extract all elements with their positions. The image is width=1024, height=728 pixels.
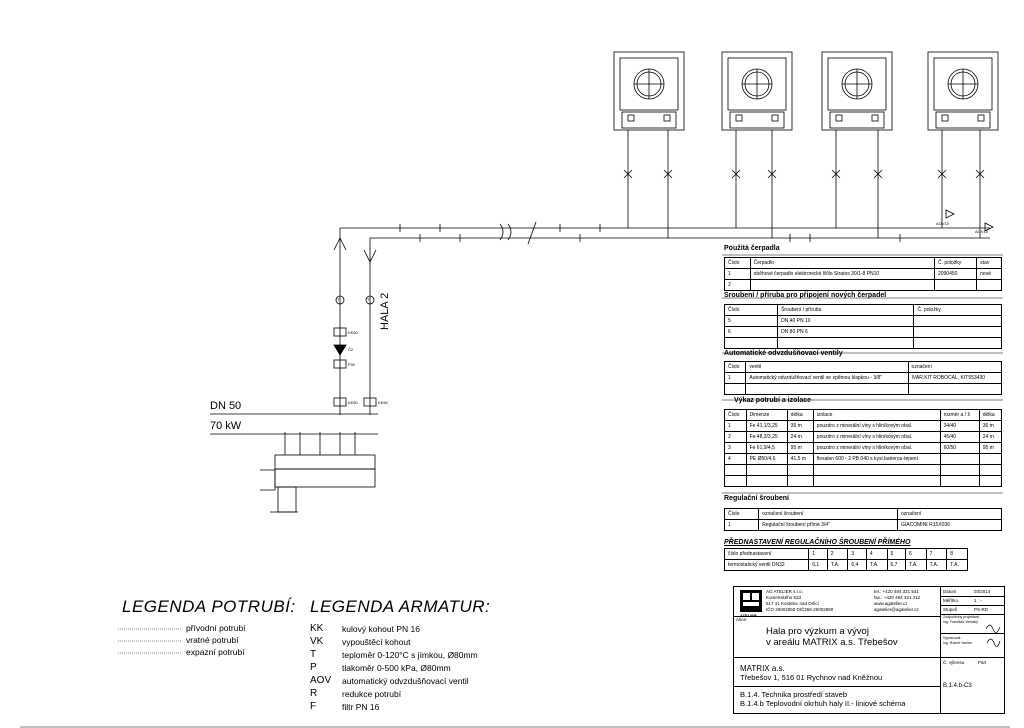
aov-label: AOV15: [936, 221, 949, 226]
company-logo: [740, 590, 762, 612]
legend-fittings-title: LEGENDA ARMATUR:: [310, 597, 491, 616]
company-line: 517 41 Kostelec nad Orlicí: [766, 601, 819, 606]
branch-label: KK50: [348, 330, 358, 335]
part-label: Part: [978, 660, 987, 665]
flange-section-title: Šroubení / příruba pro připojení nových čerpadel: [724, 292, 887, 299]
legend-code: P: [310, 662, 317, 673]
preset-title: PŘEDNASTAVENÍ REGULAČNÍHO ŠROUBENÍ PŘÍMÉHO: [724, 539, 911, 546]
branch-label: KK50: [378, 400, 388, 405]
legend-code: T: [310, 649, 317, 660]
company-line: Komenského 533: [766, 595, 802, 600]
hall-label: HALA 2: [379, 292, 391, 330]
legend-desc: automatický odvzdušňovací ventil: [342, 676, 469, 686]
meta-value: 03/2014: [974, 589, 991, 594]
legend-desc: filtr PN 16: [342, 702, 380, 712]
meta-label: Měřítko: [943, 598, 959, 603]
contact-line: fax.: +420 494 321 412: [874, 595, 921, 600]
legend-code: AOV: [310, 675, 332, 686]
fan-coil-unit: [928, 52, 998, 130]
contact-line: www.agatelier.cz: [874, 601, 908, 606]
pipes-table: Číslo Dimenze délka izolace rozměr a / š délka 1 Fe 41,1/3,25 36 m pouzdro z minerální vlny s hliníkovým obal. 34/40 36 m 2 Fe 48,3/3,25 24 m pouzdro z minerální vlny s hliníkovým obal. 45/40 24 m 3 Fe 61,9/4,5 95 m pouzdro z minerální vlny s hliníkovým obal. 60/50 95 m 4 PE Ø50/4,6 41,5 m flexalen 600 - 2 PB 040 s kysl.barierou-tepení: [724, 409, 1002, 487]
pump-table: Číslo Čerpadlo Č. položky stav 1 oběhové čerpadlo elektronické Wilo Stratos 30/1-8 PN10 2090450 nové 2: [724, 257, 1002, 291]
preset-table: číslo přednastavení 1 2 3 4 5 6 7 8 termostatický ventil DN32 6,1 T.A. 6,4 T.A. 6,7 T.A. T.A. T.A.: [724, 548, 968, 571]
drawing-title: B.1.4.b Teplovodní okrhuh haly II.- liniové schéma: [740, 699, 906, 708]
legend-pipe-item: vratné potrubí: [186, 635, 239, 645]
logo-text: ATELIER: [740, 613, 757, 618]
legend-code: R: [310, 688, 318, 699]
investor-address: Třebešov 1, 516 01 Rychnov nad Kněžnou: [740, 673, 883, 682]
sheet-number: B.1.4.b-C3: [943, 683, 972, 689]
branch-label: KK50: [348, 400, 358, 405]
drawing-section: B.1.4. Technika prostředí staveb: [740, 690, 848, 699]
fan-coil-unit: [722, 52, 792, 130]
signature-mark: [984, 619, 1002, 649]
legend-pipe-item: expazní potrubí: [186, 647, 245, 657]
legend-pipes-title: LEGENDA POTRUBÍ:: [122, 597, 296, 616]
reg-section-title: Regulační šroubení: [724, 495, 789, 502]
project-title: Hala pro výzkum a vývoj: [766, 626, 869, 637]
legend-code: VK: [310, 636, 324, 647]
branch-label: F50: [348, 362, 355, 367]
company-line: AG ATELIER s.r.o.: [766, 589, 803, 594]
meta-label: Stupeň: [943, 607, 958, 612]
power-label: 70 kW: [210, 420, 242, 432]
contact-line: tel.: +420 494 321 541: [874, 589, 919, 594]
drawn-label: Vypracoval:: [943, 636, 962, 640]
legend-desc: tlakoměr 0-500 kPa, Ø80mm: [342, 663, 451, 673]
company-line: IČO 26002850 DIČ256-26002850: [766, 607, 834, 612]
aov-label: AOV15: [975, 229, 988, 234]
meta-label: Datum: [943, 589, 957, 594]
legend-desc: vypouštěcí kohout: [342, 637, 411, 647]
reg-table: Číslo označení šroubení označení 1 Regulační šroubení přímé 3/4" GIACOMINI R15X036: [724, 508, 1002, 531]
pump-label: Č2: [348, 347, 354, 352]
pump-section-title: Použitá čerpadla: [724, 245, 780, 252]
legend-desc: teploměr 0-120°C s jímkou, Ø80mm: [342, 650, 478, 660]
legend-code: F: [310, 701, 317, 712]
vent-table: Číslo ventil označení 1 Automatický odvzdušňovací ventil se zpětnou klapkou - 3/8" IVAR.KIT ROBOCAL, KIT553430: [724, 361, 1002, 395]
fan-coil-unit: [614, 52, 684, 130]
investor-name: MATRIX a.s.: [740, 664, 785, 673]
vent-section-title: Automatické odvzdušňovací ventily: [724, 350, 843, 357]
legend-pipe-item: přívodní potrubí: [186, 623, 246, 633]
thermometer-label: T: [367, 297, 370, 302]
meta-value: 1 : -: [974, 598, 982, 603]
legend-desc: kulový kohout PN 16: [342, 624, 420, 634]
drawn-name: Ing. Robert Vacher: [943, 641, 973, 645]
sheet-no-label: Č. výkresu: [943, 660, 965, 665]
meta-value: PS-RD: [974, 607, 989, 612]
project-title: v areálu MATRIX a.s. Třebešov: [766, 637, 898, 648]
pipe-size-label: DN 50: [210, 400, 242, 412]
title-block: [733, 586, 1005, 714]
fan-coil-unit: [822, 52, 892, 130]
contact-line: agatelier@agatelier.cz: [874, 607, 919, 612]
akce-label: Akce:: [736, 617, 748, 622]
flange-table: Číslo Šroubení / příruba Č. položky 5 DN 40 PN 10 6 DN 80 PN 6: [724, 304, 1002, 349]
legend-desc: redukce potrubí: [342, 689, 402, 699]
legend-code: KK: [310, 623, 324, 634]
designer-label: Zodpovědný projektant:: [943, 615, 980, 619]
thermometer-label: T: [337, 297, 340, 302]
pipes-section-title: Výkaz potrubí a izolace: [734, 397, 812, 404]
designer-name: Ing. František Velinský: [943, 620, 979, 624]
